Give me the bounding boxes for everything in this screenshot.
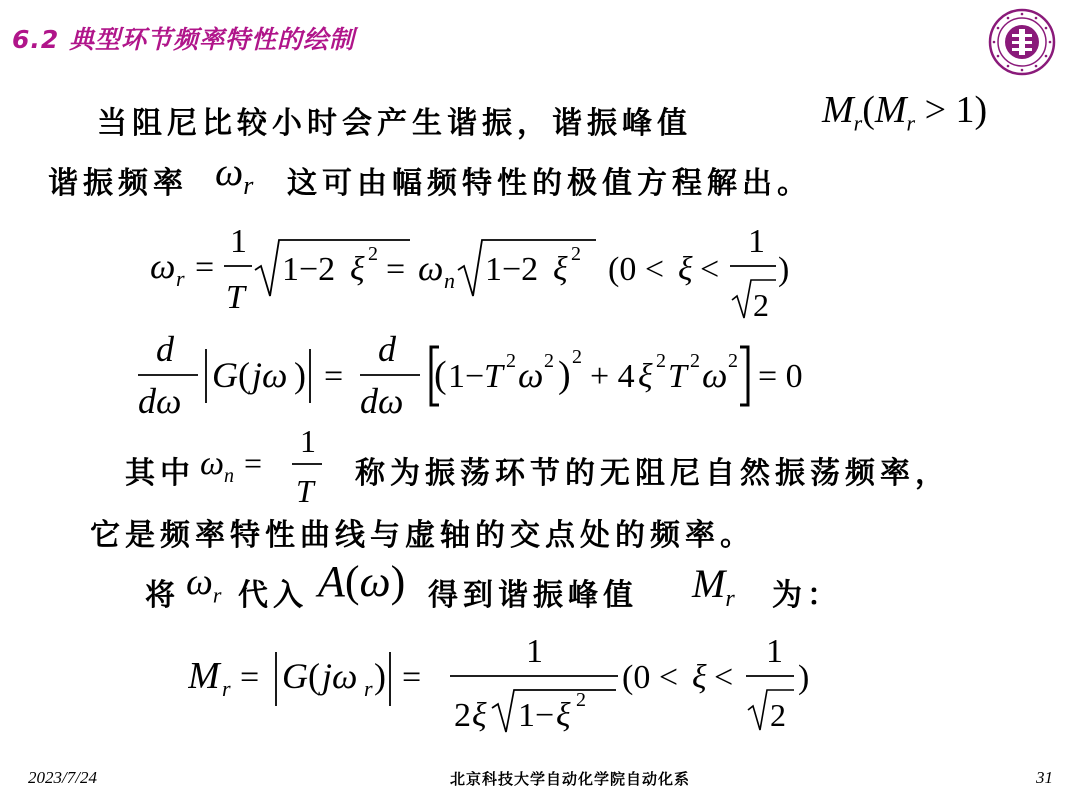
- svg-text:): ): [294, 355, 306, 395]
- svg-text:ξ: ξ: [472, 697, 487, 734]
- svg-text:(0 <: (0 <: [622, 659, 678, 696]
- svg-text:M: M: [188, 655, 220, 697]
- svg-text:=: =: [195, 249, 215, 286]
- svg-text:2: 2: [368, 243, 378, 265]
- svg-text:): ): [558, 354, 571, 396]
- svg-text:T: T: [296, 473, 314, 509]
- svg-text:<: <: [714, 659, 734, 696]
- svg-text:ξ: ξ: [350, 251, 365, 288]
- svg-text:1: 1: [748, 223, 765, 260]
- svg-text:=: =: [244, 445, 263, 481]
- text-line-2b: 这可由幅频特性的极值方程解出。: [287, 166, 812, 201]
- svg-text:dω: dω: [360, 381, 404, 421]
- slide-title: 6.2 典型环节频率特性的绘制: [12, 25, 355, 54]
- math-omega-r-2: $\omega_r$: [186, 561, 222, 608]
- svg-text:2: 2: [728, 350, 738, 372]
- svg-text:ω: ω: [150, 246, 176, 286]
- svg-text:1−: 1−: [518, 697, 555, 734]
- svg-text:r: r: [176, 266, 185, 291]
- svg-text:2: 2: [690, 350, 700, 372]
- svg-text:d: d: [156, 329, 174, 369]
- equation-derivative: [134, 325, 854, 429]
- svg-text:2: 2: [770, 697, 786, 733]
- svg-text:2: 2: [656, 350, 666, 372]
- svg-text:T: T: [484, 358, 503, 395]
- svg-text:1: 1: [230, 223, 247, 260]
- svg-text:(0 <: (0 <: [608, 251, 664, 288]
- svg-text:2: 2: [506, 350, 516, 372]
- svg-text:ξ: ξ: [692, 659, 707, 696]
- math-Mr: $M_r$: [692, 561, 735, 612]
- text-line-1: 当阻尼比较小时会产生谐振，谐振峰值: [97, 106, 692, 141]
- svg-text:2: 2: [544, 350, 554, 372]
- svg-text:1: 1: [300, 424, 316, 459]
- text-line-3b: 称为振荡环节的无阻尼自然振荡频率，: [355, 456, 950, 491]
- math-omega-r: $\omega_r$: [215, 149, 254, 200]
- svg-text:): ): [374, 656, 386, 696]
- footer-institution: 北京科技大学自动化学院自动化系: [450, 770, 691, 788]
- text-line-2a: 谐振频率: [48, 166, 188, 201]
- svg-text:2: 2: [571, 243, 581, 265]
- svg-text:2: 2: [454, 697, 471, 734]
- svg-text:ξ: ξ: [553, 251, 568, 288]
- svg-text:ξ: ξ: [678, 251, 693, 288]
- math-resonance-peak: $M_r(M_r > 1)$: [822, 89, 988, 136]
- svg-text:d: d: [378, 329, 396, 369]
- svg-text:2: 2: [572, 346, 582, 368]
- math-omega-n: [200, 424, 330, 514]
- svg-text:n: n: [444, 268, 455, 293]
- svg-text:): ): [798, 659, 810, 696]
- text-line-4: 它是频率特性曲线与虚轴的交点处的频率。: [90, 518, 755, 553]
- footer-date: 2023/7/24: [28, 768, 97, 787]
- svg-text:=: =: [386, 251, 406, 288]
- svg-text:ξ: ξ: [556, 697, 571, 734]
- svg-text:T: T: [668, 358, 687, 395]
- svg-text:2: 2: [576, 689, 586, 711]
- svg-text:1−: 1−: [448, 358, 485, 395]
- svg-text:r: r: [222, 676, 231, 701]
- university-logo: [988, 8, 1056, 76]
- svg-text:(: (: [238, 355, 250, 395]
- text-line-5b: 代入: [238, 578, 308, 613]
- svg-text:1: 1: [766, 633, 783, 670]
- footer-page-number: 31: [1036, 768, 1053, 787]
- svg-text:= 0: = 0: [758, 358, 803, 395]
- svg-text:jω: jω: [252, 355, 288, 395]
- svg-text:ω: ω: [702, 355, 728, 395]
- svg-text:G: G: [282, 656, 308, 696]
- svg-text:n: n: [224, 465, 234, 487]
- equation-resonance-peak: [188, 622, 828, 746]
- svg-text:=: =: [324, 358, 344, 395]
- math-A-omega: A(ω): [318, 557, 406, 606]
- equation-omega-r: [150, 218, 810, 332]
- svg-text:jω: jω: [322, 656, 358, 696]
- svg-text:+ 4: + 4: [590, 358, 635, 395]
- svg-text:=: =: [240, 659, 260, 696]
- svg-text:1−2: 1−2: [485, 251, 539, 288]
- svg-text:1−2: 1−2: [282, 251, 336, 288]
- svg-text:): ): [778, 251, 790, 288]
- svg-text:r: r: [364, 676, 373, 701]
- svg-text:G: G: [212, 355, 238, 395]
- text-line-5c: 得到谐振峰值: [428, 578, 638, 613]
- svg-text:ω: ω: [200, 445, 225, 482]
- svg-text:ω: ω: [518, 355, 544, 395]
- svg-text:ω: ω: [418, 248, 444, 288]
- svg-text:(: (: [308, 656, 320, 696]
- svg-text:=: =: [402, 659, 422, 696]
- svg-text:dω: dω: [138, 381, 182, 421]
- svg-text:ξ: ξ: [638, 358, 653, 395]
- text-line-3a: 其中: [125, 456, 195, 491]
- svg-text:T: T: [226, 279, 245, 316]
- svg-text:<: <: [700, 251, 720, 288]
- text-line-5d: 为：: [772, 578, 842, 613]
- text-line-5a: 将: [145, 578, 180, 613]
- svg-text:2: 2: [753, 287, 769, 323]
- svg-text:1: 1: [526, 633, 543, 670]
- svg-text:(: (: [434, 354, 447, 396]
